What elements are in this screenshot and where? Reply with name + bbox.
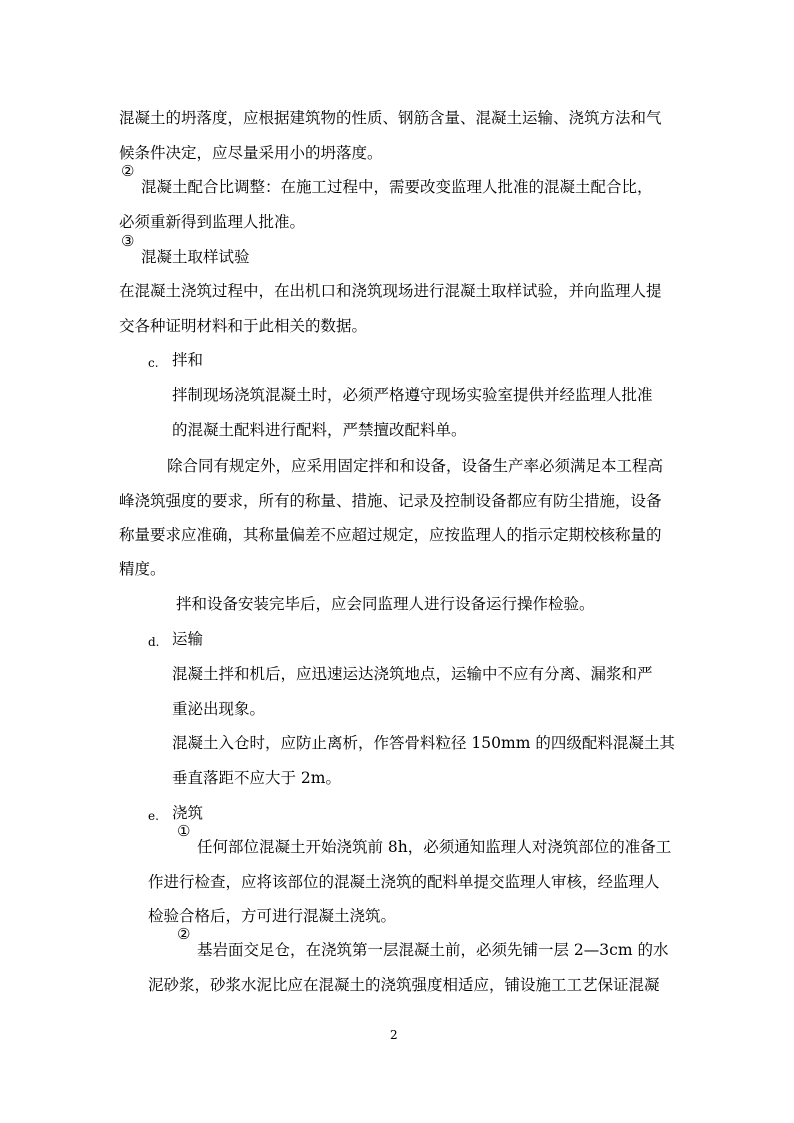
paragraph-line: 垂直落距不应大于 2m。 (172, 769, 341, 787)
paragraph-line: 检验合格后，方可进行混凝土浇筑。 (148, 907, 397, 925)
paragraph-line: 拌和设备安装完毕后，应会同监理人进行设备运行操作检验。 (176, 595, 595, 613)
section-label-c: c. (148, 356, 159, 370)
paragraph-line: 除合同有规定外，应采用固定拌和和设备，设备生产率必须满足本工程高 (167, 457, 664, 475)
section-title: 浇筑 (172, 804, 204, 822)
paragraph-line: 任何部位混凝土开始浇筑前 8h，必须通知监理人对浇筑部位的准备工 (197, 838, 672, 856)
paragraph-line: 候条件决定，应尽量采用小的坍落度。 (119, 144, 383, 162)
section-title: 运输 (172, 630, 204, 648)
circled-number-3: ③ (121, 232, 135, 250)
paragraph-line: 必须重新得到监理人批准。 (119, 213, 306, 231)
section-title: 拌和 (172, 351, 204, 369)
paragraph-line: 混凝土入仓时，应防止离析，作答骨料粒径 150mm 的四级配料混凝土其 (172, 734, 675, 752)
paragraph-line: 混凝土拌和机后，应迅速运达浇筑地点，运输中不应有分离、漏浆和严 (172, 665, 653, 683)
paragraph-line: 重泌出现象。 (172, 700, 266, 718)
page-number: 2 (390, 1028, 398, 1042)
section-label-d: d. (148, 635, 160, 649)
paragraph-line: 泥砂浆，砂浆水泥比应在混凝土的浇筑强度相适应，铺设施工工艺保证混凝 (148, 976, 660, 994)
paragraph-line: 交各种证明材料和于此相关的数据。 (119, 317, 368, 335)
paragraph-line: 作进行检查，应将该部位的混凝土浇筑的配料单提交监理人审核，经监理人 (148, 873, 660, 891)
paragraph-line: 的混凝土配料进行配料，严禁擅改配料单。 (172, 421, 467, 439)
section-label-e: e. (148, 809, 159, 823)
paragraph-line: 精度。 (119, 560, 166, 578)
circled-number-2: ② (121, 162, 135, 180)
subheading: 混凝土取样试验 (141, 248, 250, 266)
paragraph-line: 在混凝土浇筑过程中，在出机口和浇筑现场进行混凝土取样试验，并向监理人提 (119, 282, 662, 300)
circled-number-1: ① (177, 822, 191, 840)
paragraph-line: 混凝土配合比调整：在施工过程中，需要改变监理人批准的混凝土配合比， (141, 178, 653, 196)
paragraph-line: 拌制现场浇筑混凝土时，必须严格遵守现场实验室提供并经监理人批准 (172, 386, 653, 404)
paragraph-line: 峰浇筑强度的要求，所有的称量、措施、记录及控制设备都应有防尘措施，设备 (119, 492, 662, 510)
circled-number-2: ② (177, 925, 191, 943)
paragraph-line: 基岩面交足仓，在浇筑第一层混凝土前，必须先铺一层 2—3cm 的水 (197, 941, 669, 959)
paragraph-line: 混凝土的坍落度，应根据建筑物的性质、钢筋含量、混凝土运输、浇筑方法和气 (119, 109, 662, 127)
paragraph-line: 称量要求应准确，其称量偏差不应超过规定，应按监理人的指示定期校核称量的 (119, 526, 662, 544)
